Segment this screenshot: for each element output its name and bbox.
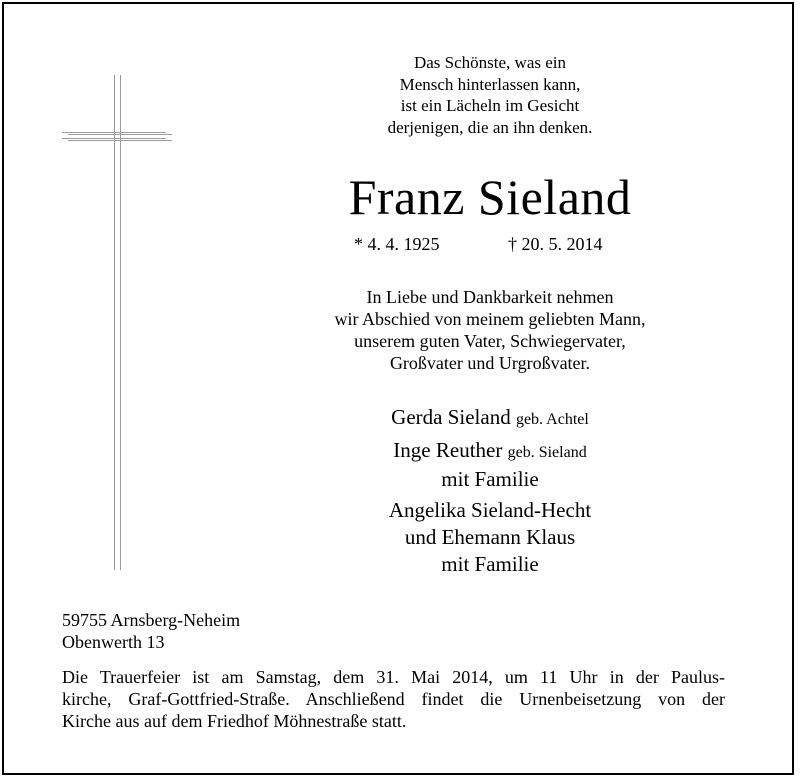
mourner-2 bbox=[290, 437, 690, 466]
ceremony-line: Kirche aus auf dem Friedhof Möhnestraße statt. bbox=[62, 711, 407, 731]
farewell-text bbox=[290, 286, 690, 374]
address-city: 59755 Arnsberg-Neheim bbox=[62, 610, 241, 630]
address-street: Obenwerth 13 bbox=[62, 632, 165, 652]
mourner-3-name: Angelika Sieland-Hecht bbox=[388, 498, 592, 522]
family-address bbox=[62, 609, 240, 653]
farewell-line: wir Abschied von meinem geliebten Mann, bbox=[334, 309, 646, 329]
mourner-2-name: Inge Reuther bbox=[393, 438, 503, 462]
mourner-2-family: mit Familie bbox=[441, 467, 539, 491]
mourner-3-family: mit Familie bbox=[441, 552, 539, 576]
death-date: † 20. 5. 2014 bbox=[508, 234, 603, 254]
ceremony-notice bbox=[62, 666, 725, 732]
farewell-line: In Liebe und Dankbarkeit nehmen bbox=[366, 287, 614, 307]
mourner-1-birthname: geb. Achtel bbox=[515, 411, 589, 428]
birth-date: * 4. 4. 1925 bbox=[354, 234, 440, 254]
mourner-2-birthname: geb. Sieland bbox=[507, 444, 587, 461]
mourners-list bbox=[290, 404, 690, 578]
deceased-name: Franz Sieland bbox=[348, 169, 632, 225]
ceremony-line: Die Trauerfeier ist am Samstag, dem 31. Mai 2014, um 11 Uhr in der Paulus- bbox=[62, 667, 725, 687]
quote-line: derjenigen, die an ihn denken. bbox=[387, 117, 593, 137]
mourner-3-partner: und Ehemann Klaus bbox=[404, 525, 576, 549]
cross-horizontal-beam-shadow bbox=[68, 134, 172, 141]
farewell-line: Großvater und Urgroßvater. bbox=[389, 353, 591, 373]
quote-line: Das Schönste, was ein bbox=[413, 53, 567, 72]
mourner-1-name: Gerda Sieland bbox=[391, 405, 511, 429]
cross-vertical-beam bbox=[114, 75, 121, 570]
quote-line: ist ein Lächeln im Gesicht bbox=[400, 96, 580, 115]
life-dates bbox=[340, 232, 640, 256]
mourner-1 bbox=[290, 404, 690, 433]
farewell-line: unserem guten Vater, Schwiegervater, bbox=[354, 331, 626, 351]
quote-line: Mensch hinterlassen kann, bbox=[399, 74, 581, 94]
memorial-quote bbox=[290, 52, 690, 138]
ceremony-line: kirche, Graf-Gottfried-Straße. Anschließend findet die Urnenbeisetzung von der bbox=[62, 689, 725, 709]
